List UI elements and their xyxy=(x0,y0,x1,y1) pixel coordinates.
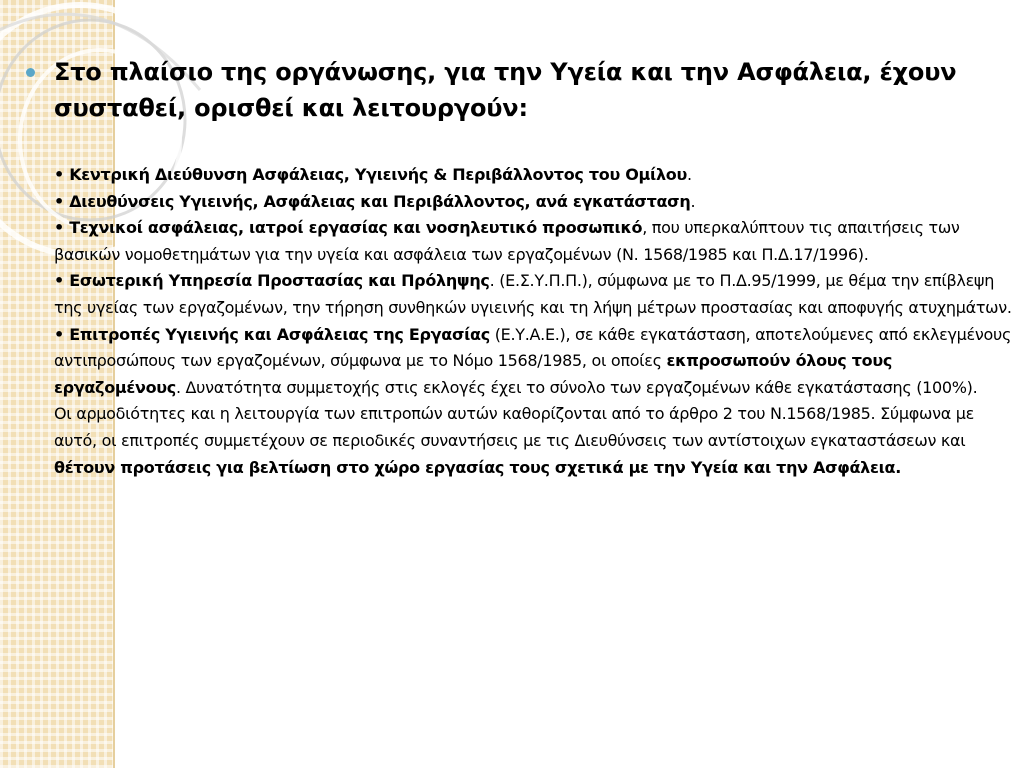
item-2-text: . xyxy=(690,191,696,211)
final-bold: θέτουν προτάσεις για βελτίωση στο χώρο εργασίας τους σχετικά με την Υγεία και την Ασφάλεια. xyxy=(54,457,902,477)
item-5-text: (Ε.Υ.Α.Ε.), σε κάθε εγκατάσταση, αποτελούμενες από εκλεγμένους αντιπροσώπους των εργαζομένων, σύμφωνα με το Νόμο 1568/1985, οι οποίες xyxy=(54,324,1012,371)
final-text: Οι αρμοδιότητες και η λειτουργία των επιτροπών αυτών καθορίζονται από το άρθρο 2 του Ν.1568/1985. Σύμφωνα με αυτό, οι επιτροπές συμμετέχουν σε περιοδικές συναντήσεις με τις Διευθύνσεις των αντίστοιχων εγκαταστάσεων και xyxy=(54,404,975,450)
bullet-dot-icon xyxy=(26,68,35,77)
item-4-text: . (Ε.Σ.Υ.Π.Π.), σύμφωνα με το Π.Δ.95/1999, με θέμα την επίβλεψη της υγείας των εργαζομένων, την τήρηση συνθηκών υγιεινής και τη λήψη μέτρων προστασίας και αποφυγής ατυχημάτων. xyxy=(54,271,1012,317)
item-1-text: . xyxy=(686,165,692,184)
item-5-bold: • Επιτροπές Υγιεινής και Ασφάλειας της Εργασίας xyxy=(54,324,490,344)
slide-heading xyxy=(26,54,996,126)
body-paragraph xyxy=(54,162,1014,481)
heading-text: Στο πλαίσιο της οργάνωσης, για την Υγεία και την Ασφάλεια, έχουν συσταθεί, ορισθεί και λειτουργούν: xyxy=(54,58,957,122)
item-3-text: , που υπερκαλύπτουν τις απαιτήσεις των βασικών νομοθετημάτων για την υγεία και ασφάλεια των εργαζομένων (Ν. 1568/1985 και Π.Δ.17/1996). xyxy=(54,218,960,264)
item-2-bold: • Διευθύνσεις Υγιεινής, Ασφάλειας και Περιβάλλοντος, ανά εγκατάσταση xyxy=(54,191,691,211)
item-4-bold: • Εσωτερική Υπηρεσία Προστασίας και Πρόληψης xyxy=(54,271,490,291)
item-1-bold: • Κεντρική Διεύθυνση Ασφάλειας, Υγιεινής & Περιβάλλοντος του Ομίλου xyxy=(54,165,687,184)
item-3-bold: • Τεχνικοί ασφάλειας, ιατροί εργασίας και νοσηλευτικό προσωπικό xyxy=(54,218,643,238)
slide-content xyxy=(26,54,1012,481)
item-5-bold-2: εκπροσωπούν όλους τους εργαζομένους xyxy=(54,351,893,397)
item-5-text-2: . Δυνατότητα συμμετοχής στις εκλογές έχει το σύνολο των εργαζομένων κάθε εγκατάστασης (100%). xyxy=(175,377,978,397)
